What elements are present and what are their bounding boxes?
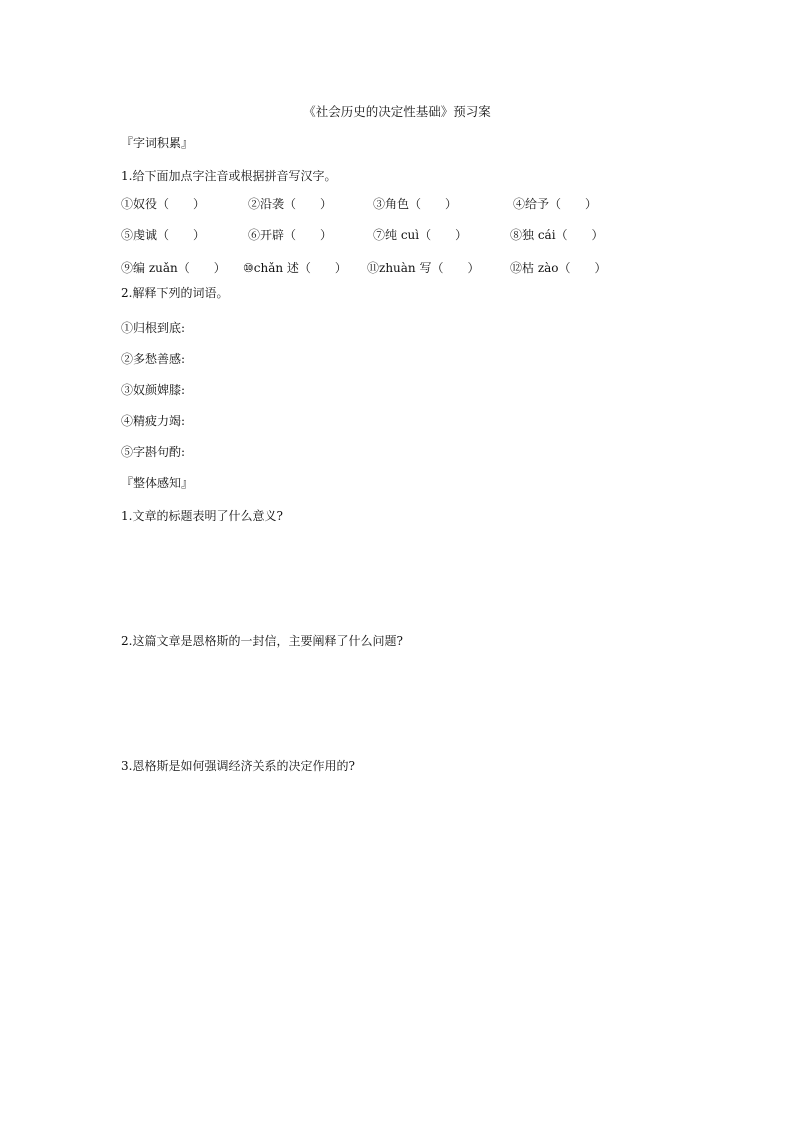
term-item: ①归根到底: [121, 321, 186, 335]
pinyin-item: ⑨编 zuǎn（ ） [121, 261, 226, 275]
pinyin-item: ④给予（ ） [513, 197, 598, 211]
question-1: 1.给下面加点字注音或根据拼音写汉字。 [121, 169, 337, 183]
comprehension-question-2: 2.这篇文章是恩格斯的一封信，主要阐释了什么问题? [121, 634, 403, 648]
section-heading-comprehension: 『整体感知』 [121, 476, 194, 490]
term-item: ⑤字斟句酌: [121, 445, 186, 459]
pinyin-item: ⑪zhuàn 写（ ） [367, 261, 480, 275]
comprehension-question-3: 3.恩格斯是如何强调经济关系的决定作用的? [121, 759, 355, 773]
pinyin-item: ⑦纯 cuì（ ） [373, 228, 468, 242]
term-item: ③奴颜婢膝: [121, 383, 186, 397]
pinyin-item: ③角色（ ） [373, 197, 458, 211]
pinyin-item: ②沿袭（ ） [248, 197, 333, 211]
pinyin-item: ⑩chǎn 述（ ） [243, 261, 347, 275]
pinyin-item: ⑤虔诚（ ） [121, 228, 206, 242]
section-heading-vocabulary: 『字词积累』 [121, 136, 194, 150]
pinyin-item: ①奴役（ ） [121, 197, 206, 211]
term-item: ④精疲力竭: [121, 414, 186, 428]
page-title: 《社会历史的决定性基础》预习案 [303, 104, 491, 119]
question-2: 2.解释下列的词语。 [121, 286, 229, 300]
pinyin-item: ⑧独 cái（ ） [510, 228, 604, 242]
pinyin-item: ⑥开辟（ ） [248, 228, 333, 242]
pinyin-item: ⑫枯 zào（ ） [510, 261, 607, 275]
comprehension-question-1: 1.文章的标题表明了什么意义? [121, 509, 283, 523]
term-item: ②多愁善感: [121, 352, 186, 366]
